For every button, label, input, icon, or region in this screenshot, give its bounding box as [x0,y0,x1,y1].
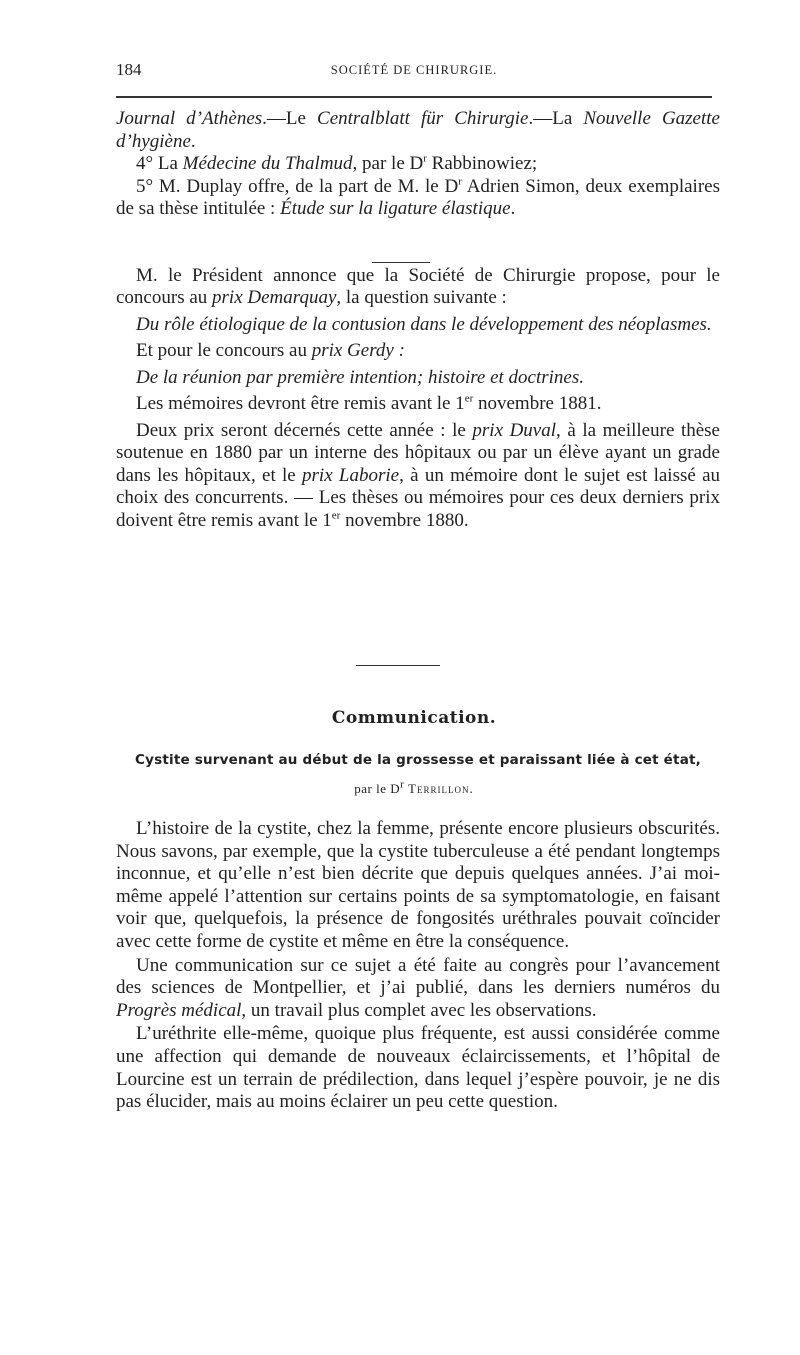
page-number: 184 [116,60,142,79]
author-name: Terrillon. [408,781,474,796]
article-paragraph-1: L’histoire de la cystite, chez la femme, présente encore plusieurs obscurités. Nous savons, par exemple, que la cystite tuberculeuse a été pendant longtemps inconnue, et qu’elle n’est bien décrite que depuis quelques années. J’ai moi-même appelé l’attention sur certains points de sa symptomatologie, en faisant voir que, quelquefois, la présence de fongosités uréthrales pouvait coïncider avec cette forme de cystite et même en être la conséquence. [116,818,720,952]
article-title: Cystite survenant au début de la grossesse et paraissant liée à cet état, [135,752,701,768]
page-header [116,60,712,86]
separator-rule-2 [356,665,440,666]
journal-centralblatt: Centralblatt für Chirurgie [317,108,529,129]
question-demarquay: Du rôle étiologique de la contusion dans le développement des néoplasmes. [136,313,712,335]
article-paragraph-3: L’uréthrite elle-même, quoique plus fréquente, est aussi considérée comme une affection qui demande de nouveaux éclaircissements, et l’hôpital de Lourcine est un terrain de prédilection, dans lequel j’espère pouvoir, je ne dis pas élucider, mais au moins éclairer un peu cette question. [116,1023,720,1113]
list-item-4: 4° La Médecine du Thalmud, par le $D^r$ Rabbinowiez; [136,152,538,174]
gerdy-intro: Et pour le concours au prix Gerdy : [136,340,405,361]
article-text [116,818,720,1114]
header-rule [116,96,712,98]
question-gerdy: De la réunion par première intention; histoire et doctrines. [136,366,585,388]
announcement-intro: M. le Président annonce que la Société de Chirurgie propose, pour le concours au prix Demarquay, la question suivante : [116,264,720,308]
journal-athenes: Journal d’Athènes [116,108,263,129]
list-item-5: 5° M. Duplay offre, de la part de M. le $D^r$ Adrien Simon, deux exemplaires de sa thèse intitulée : Étude sur la ligature élastique. [116,175,720,219]
two-prizes-paragraph: Deux prix seront décernés cette année : le prix Duval, à la meilleure thèse soutenue en 1880 par un interne des hôpitaux ou par un élève ayant un grade dans les hôpitaux, et le prix Laborie, à un mémoire dont le sujet est laissé au choix des concurrents. — Les thèses ou mémoires pour ces deux derniers prix doivent être remis avant le 1er novembre 1880. [116,419,721,531]
running-title: SOCIÉTÉ DE CHIRURGIE. [330,63,498,77]
deadline-1881: Les mémoires devront être remis avant le 1er novembre 1881. [136,392,602,414]
separator-rule-1 [372,262,430,263]
journals-list: Journal d’Athènes.—Le Centralblatt für Chirurgie.—La Nouvelle Gazette d’hygiène. [116,108,720,152]
article-byline: par le $D^r$ Terrillon. [354,778,474,796]
section-title: Communication. [331,708,497,728]
proceedings-text [116,108,720,532]
journal-gazette: Nouvelle Gazette d’hygiène [116,108,720,152]
article-paragraph-2: Une communication sur ce sujet a été faite au congrès pour l’avancement des sciences de Montpellier, et j’ai publié, dans les derniers numéros du Progrès médical, un travail plus complet avec les observations. [116,954,720,1021]
